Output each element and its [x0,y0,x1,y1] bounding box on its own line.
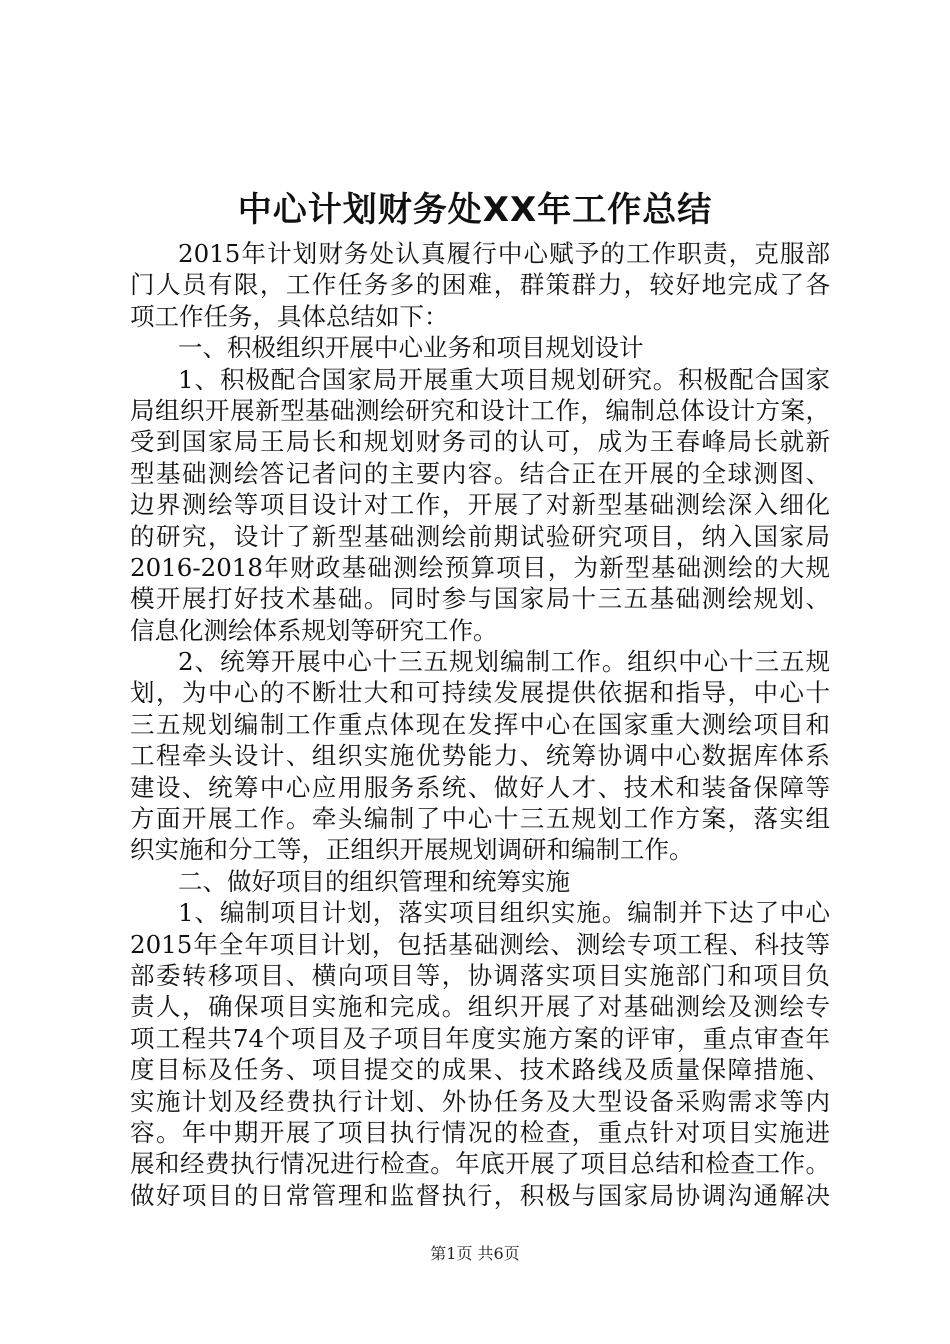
body-line: 方面开展工作。牵头编制了中心十三五规划工作方案，落实组 [130,804,830,834]
body-line: 局组织开展新型基础测绘研究和设计工作，编制总体设计方案， [130,395,830,425]
document-body [130,238,830,1211]
body-line: 展和经费执行情况进行检查。年底开展了项目总结和检查工作。 [130,1149,830,1179]
body-line: 2015年全年项目计划，包括基础测绘、测绘专项工程、科技等 [130,929,830,959]
body-line: 信息化测绘体系规划等研究工作。 [130,615,498,645]
body-line: 受到国家局王局长和规划财务司的认可，成为王春峰局长就新 [130,427,830,457]
body-line: 工程牵头设计、组织实施优势能力、统筹协调中心数据库体系 [130,741,830,771]
body-line: 二、做好项目的组织管理和统筹实施 [178,866,570,896]
body-line: 部委转移项目、横向项目等，协调落实项目实施部门和项目负 [130,960,830,990]
body-line: 1、编制项目计划，落实项目组织实施。编制并下达了中心 [178,898,830,928]
body-line: 1、积极配合国家局开展重大项目规划研究。积极配合国家 [178,364,830,394]
body-line: 划，为中心的不断壮大和可持续发展提供依据和指导，中心十 [130,678,830,708]
body-line: 织实施和分工等，正组织开展规划调研和编制工作。 [130,835,694,865]
body-line: 项工作任务，具体总结如下： [130,301,449,331]
body-line: 实施计划及经费执行计划、外协任务及大型设备采购需求等内 [130,1086,830,1116]
body-line: 容。年中期开展了项目执行情况的检查，重点针对项目实施进 [130,1117,830,1147]
body-line: 2、统筹开展中心十三五规划编制工作。组织中心十三五规 [178,647,830,677]
body-line: 度目标及任务、项目提交的成果、技术路线及质量保障措施、 [130,1055,830,1085]
body-line: 责人，确保项目实施和完成。组织开展了对基础测绘及测绘专 [130,992,830,1022]
body-line: 的研究，设计了新型基础测绘前期试验研究项目，纳入国家局 [130,521,830,551]
body-line: 一、积极组织开展中心业务和项目规划设计 [178,333,644,363]
page-footer: 第1页 共6页 [430,1244,520,1263]
body-line: 门人员有限，工作任务多的困难，群策群力，较好地完成了各 [130,270,830,300]
body-line: 项工程共74个项目及子项目年度实施方案的评审，重点审查年 [130,1023,830,1053]
body-line: 型基础测绘答记者问的主要内容。结合正在开展的全球测图、 [130,458,830,488]
body-line: 模开展打好技术基础。同时参与国家局十三五基础测绘规划、 [130,584,830,614]
body-line: 边界测绘等项目设计对工作，开展了对新型基础测绘深入细化 [130,490,830,520]
body-line: 2016-2018年财政基础测绘预算项目，为新型基础测绘的大规 [130,552,830,582]
body-line: 三五规划编制工作重点体现在发挥中心在国家重大测绘项目和 [130,709,830,739]
body-line: 建设、统筹中心应用服务系统、做好人才、技术和装备保障等 [130,772,830,802]
document-title: 中心计划财务处XX年工作总结 [237,190,713,230]
body-line: 做好项目的日常管理和监督执行，积极与国家局协调沟通解决 [130,1180,830,1210]
body-line: 2015年计划财务处认真履行中心赋予的工作职责，克服部 [178,239,830,268]
